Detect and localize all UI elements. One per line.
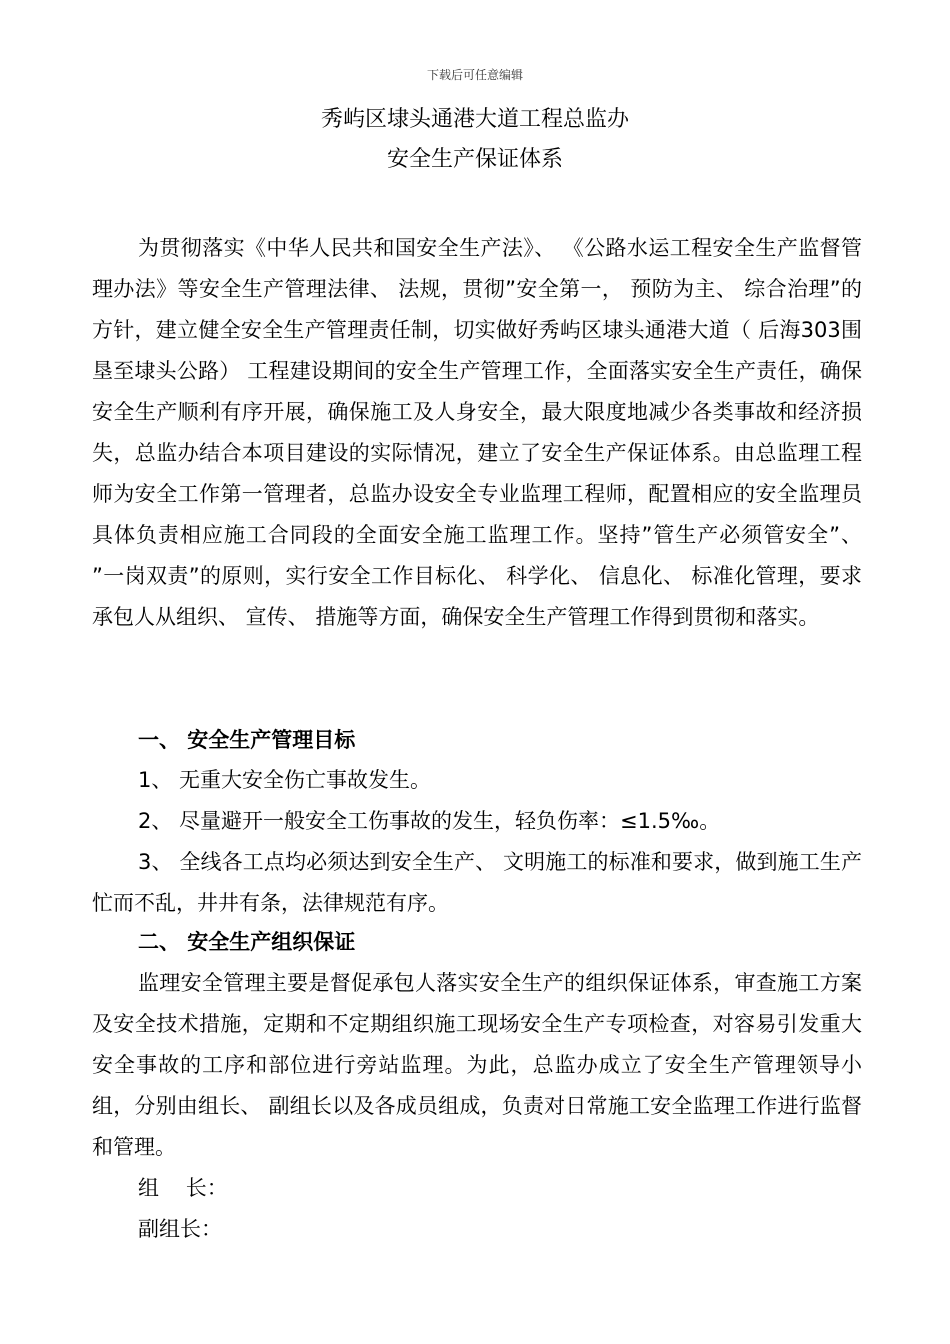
document-subtitle: 安全生产保证体系 bbox=[386, 147, 563, 172]
intro-paragraph: 为贯彻落实《中华人民共和国安全生产法》、 《公路水运工程安全生产监督管理办法》等安全生产管理法律、 法规，贯彻”安全第一， 预防为主、 综合治理”的方针，建立健全安全生产管理责任制，切实做好秀屿区埭头通港大道（ 后海303围垦至埭头公路） 工程建设期间的安全生产管理工作，全面落实安全生产责任，确保安全生产顺利有序开展，确保施工及人身安全，最大限度地减少各类事故和经济损失，总监办结合本项目建设的实际情况，建立了安全生产保证体系。由总监理工程师为安全工作第一管理者，总监办设安全专业监理工程师，配置相应的安全监理员具体负责相应施工合同段的全面安全施工监理工作。坚持”管生产必须管安全”、 ”一岗双责”的原则，实行安全工作目标化、 科学化、 信息化、 标准化管理，要求承包人从组织、 宣传、 措施等方面，确保安全生产管理工作得到贯彻和落实。 bbox=[92, 236, 862, 629]
role-deputy-leader: 副组长： bbox=[138, 1217, 222, 1241]
section-1-item-1: 1、 无重大安全伤亡事故发生。 bbox=[138, 768, 432, 792]
header-note: 下载后可任意编辑 bbox=[426, 68, 523, 82]
document-title: 秀屿区埭头通港大道工程总监办 bbox=[320, 107, 629, 132]
section-1-heading: 一、 安全生产管理目标 bbox=[138, 728, 356, 752]
section-1-item-2: 2、 尽量避开一般安全工伤事故的发生，轻负伤率：≤1.5‰。 bbox=[138, 809, 721, 833]
section-2-body: 监理安全管理主要是督促承包人落实安全生产的组织保证体系，审查施工方案及安全技术措施，定期和不定期组织施工现场安全生产专项检查，对容易引发重大安全事故的工序和部位进行旁站监理。为此，总监办成立了安全生产管理领导小组，分别由组长、 副组长以及各成员组成，负责对日常施工安全监理工作进行监督和管理。 bbox=[92, 971, 862, 1159]
section-2-heading: 二、 安全生产组织保证 bbox=[138, 930, 356, 954]
role-leader: 组 长： bbox=[138, 1176, 228, 1200]
section-1-item-3: 3、 全线各工点均必须达到安全生产、 文明施工的标准和要求，做到施工生产忙而不乱，井井有条，法律规范有序。 bbox=[92, 850, 862, 915]
